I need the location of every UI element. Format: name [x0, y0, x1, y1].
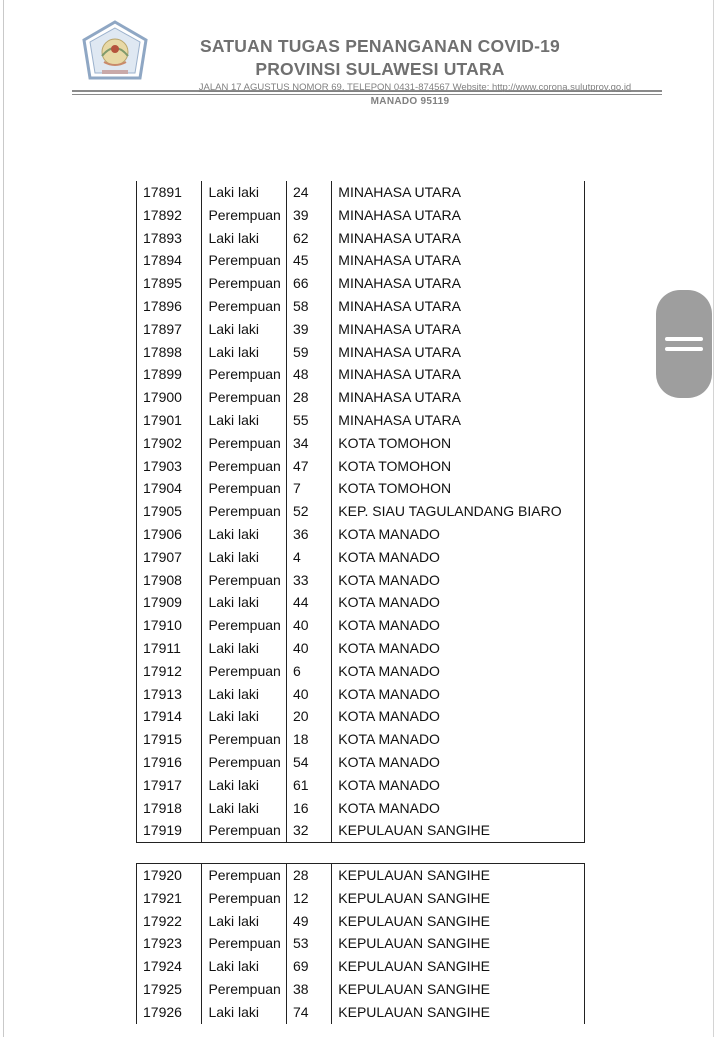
- age-cell: 7: [287, 477, 332, 500]
- table-row: [137, 978, 585, 1001]
- age-cell: 74: [287, 1001, 332, 1024]
- age-cell: 49: [287, 910, 332, 933]
- case-table-body: [137, 181, 585, 843]
- table-row: [137, 500, 585, 523]
- location-cell: KOTA MANADO: [332, 774, 585, 797]
- case-id-cell: 17891: [137, 181, 202, 204]
- table-row: [137, 637, 585, 660]
- gender-cell: Perempuan: [202, 819, 287, 842]
- gender-cell: Perempuan: [202, 455, 287, 478]
- case-id-cell: 17920: [137, 864, 202, 887]
- age-cell: 62: [287, 227, 332, 250]
- age-cell: 66: [287, 272, 332, 295]
- table-row: [137, 227, 585, 250]
- case-id-cell: 17905: [137, 500, 202, 523]
- case-id-cell: 17893: [137, 227, 202, 250]
- location-cell: MINAHASA UTARA: [332, 204, 585, 227]
- case-id-cell: 17910: [137, 614, 202, 637]
- table-row: [137, 864, 585, 887]
- table-row: [137, 569, 585, 592]
- gender-cell: Laki laki: [202, 774, 287, 797]
- drag-handle-icon: [665, 347, 703, 351]
- location-cell: KOTA MANADO: [332, 546, 585, 569]
- case-id-cell: 17923: [137, 932, 202, 955]
- gender-cell: Perempuan: [202, 569, 287, 592]
- gender-cell: Perempuan: [202, 295, 287, 318]
- case-id-cell: 17900: [137, 386, 202, 409]
- location-cell: KEPULAUAN SANGIHE: [332, 887, 585, 910]
- table-row: [137, 887, 585, 910]
- table-row: [137, 797, 585, 820]
- gender-cell: Perempuan: [202, 363, 287, 386]
- case-id-cell: 17897: [137, 318, 202, 341]
- table-row: [137, 683, 585, 706]
- case-id-cell: 17911: [137, 637, 202, 660]
- age-cell: 69: [287, 955, 332, 978]
- table-row: [137, 751, 585, 774]
- location-cell: MINAHASA UTARA: [332, 409, 585, 432]
- location-cell: KOTA TOMOHON: [332, 455, 585, 478]
- case-id-cell: 17908: [137, 569, 202, 592]
- organization-title: SATUAN TUGAS PENANGANAN COVID-19: [200, 36, 560, 56]
- table-row: [137, 363, 585, 386]
- location-cell: MINAHASA UTARA: [332, 386, 585, 409]
- gender-cell: Laki laki: [202, 591, 287, 614]
- table-row: [137, 181, 585, 204]
- case-id-cell: 17896: [137, 295, 202, 318]
- age-cell: 4: [287, 546, 332, 569]
- table-row: [137, 272, 585, 295]
- gender-cell: Perempuan: [202, 864, 287, 887]
- location-cell: MINAHASA UTARA: [332, 227, 585, 250]
- age-cell: 52: [287, 500, 332, 523]
- location-cell: MINAHASA UTARA: [332, 295, 585, 318]
- age-cell: 61: [287, 774, 332, 797]
- gender-cell: Laki laki: [202, 637, 287, 660]
- age-cell: 28: [287, 386, 332, 409]
- location-cell: KOTA MANADO: [332, 523, 585, 546]
- gender-cell: Perempuan: [202, 204, 287, 227]
- location-cell: KOTA MANADO: [332, 591, 585, 614]
- case-table-body: [137, 864, 585, 1024]
- gender-cell: Laki laki: [202, 1001, 287, 1024]
- location-cell: KEPULAUAN SANGIHE: [332, 910, 585, 933]
- location-cell: KOTA MANADO: [332, 728, 585, 751]
- header-divider-thin: [72, 94, 662, 95]
- gender-cell: Laki laki: [202, 227, 287, 250]
- age-cell: 34: [287, 432, 332, 455]
- location-cell: KOTA MANADO: [332, 705, 585, 728]
- age-cell: 59: [287, 341, 332, 364]
- city-postcode: MANADO 95119: [370, 96, 450, 107]
- gender-cell: Laki laki: [202, 181, 287, 204]
- gender-cell: Perempuan: [202, 932, 287, 955]
- gender-cell: Laki laki: [202, 523, 287, 546]
- table-row: [137, 523, 585, 546]
- age-cell: 6: [287, 660, 332, 683]
- age-cell: 55: [287, 409, 332, 432]
- age-cell: 45: [287, 249, 332, 272]
- age-cell: 39: [287, 318, 332, 341]
- location-cell: KOTA TOMOHON: [332, 477, 585, 500]
- case-id-cell: 17922: [137, 910, 202, 933]
- table-row: [137, 932, 585, 955]
- gender-cell: Laki laki: [202, 797, 287, 820]
- address-line: JALAN 17 AGUSTUS NOMOR 69, TELEPON 0431-874567 Website: http://www.corona.sulutprov.go.id: [198, 82, 632, 93]
- age-cell: 40: [287, 614, 332, 637]
- age-cell: 38: [287, 978, 332, 1001]
- location-cell: KOTA MANADO: [332, 797, 585, 820]
- location-cell: KEPULAUAN SANGIHE: [332, 932, 585, 955]
- age-cell: 16: [287, 797, 332, 820]
- case-id-cell: 17894: [137, 249, 202, 272]
- case-id-cell: 17909: [137, 591, 202, 614]
- location-cell: MINAHASA UTARA: [332, 272, 585, 295]
- location-cell: KOTA MANADO: [332, 751, 585, 774]
- location-cell: MINAHASA UTARA: [332, 249, 585, 272]
- location-cell: KOTA MANADO: [332, 660, 585, 683]
- gender-cell: Perempuan: [202, 477, 287, 500]
- gender-cell: Perempuan: [202, 432, 287, 455]
- location-cell: KEPULAUAN SANGIHE: [332, 864, 585, 887]
- gender-cell: Perempuan: [202, 978, 287, 1001]
- table-row: [137, 774, 585, 797]
- age-cell: 58: [287, 295, 332, 318]
- location-cell: MINAHASA UTARA: [332, 363, 585, 386]
- gender-cell: Perempuan: [202, 249, 287, 272]
- case-id-cell: 17914: [137, 705, 202, 728]
- case-id-cell: 17904: [137, 477, 202, 500]
- gender-cell: Laki laki: [202, 910, 287, 933]
- case-id-cell: 17895: [137, 272, 202, 295]
- case-id-cell: 17902: [137, 432, 202, 455]
- table-row: [137, 432, 585, 455]
- table-row: [137, 455, 585, 478]
- gender-cell: Perempuan: [202, 386, 287, 409]
- case-id-cell: 17919: [137, 819, 202, 842]
- age-cell: 20: [287, 705, 332, 728]
- age-cell: 53: [287, 932, 332, 955]
- case-id-cell: 17892: [137, 204, 202, 227]
- table-row: [137, 341, 585, 364]
- case-id-cell: 17912: [137, 660, 202, 683]
- age-cell: 40: [287, 637, 332, 660]
- table-row: [137, 955, 585, 978]
- age-cell: 28: [287, 864, 332, 887]
- table-row: [137, 386, 585, 409]
- age-cell: 39: [287, 204, 332, 227]
- age-cell: 54: [287, 751, 332, 774]
- gender-cell: Laki laki: [202, 955, 287, 978]
- gender-cell: Laki laki: [202, 705, 287, 728]
- table-row: [137, 910, 585, 933]
- table-row: [137, 318, 585, 341]
- age-cell: 12: [287, 887, 332, 910]
- age-cell: 33: [287, 569, 332, 592]
- table-row: [137, 705, 585, 728]
- location-cell: KOTA MANADO: [332, 637, 585, 660]
- location-cell: MINAHASA UTARA: [332, 318, 585, 341]
- gender-cell: Laki laki: [202, 341, 287, 364]
- scroll-handle[interactable]: [656, 290, 712, 398]
- table-row: [137, 249, 585, 272]
- age-cell: 47: [287, 455, 332, 478]
- drag-handle-icon: [665, 337, 703, 341]
- table-row: [137, 728, 585, 751]
- location-cell: KOTA TOMOHON: [332, 432, 585, 455]
- location-cell: MINAHASA UTARA: [332, 341, 585, 364]
- page-edge-left: [3, 0, 4, 1037]
- case-id-cell: 17901: [137, 409, 202, 432]
- case-id-cell: 17903: [137, 455, 202, 478]
- case-id-cell: 17921: [137, 887, 202, 910]
- table-row: [137, 204, 585, 227]
- case-id-cell: 17913: [137, 683, 202, 706]
- case-id-cell: 17899: [137, 363, 202, 386]
- gender-cell: Laki laki: [202, 546, 287, 569]
- case-table-bottom: [136, 863, 585, 1024]
- location-cell: KEPULAUAN SANGIHE: [332, 955, 585, 978]
- case-id-cell: 17926: [137, 1001, 202, 1024]
- location-cell: KOTA MANADO: [332, 683, 585, 706]
- location-cell: KEPULAUAN SANGIHE: [332, 819, 585, 842]
- gender-cell: Perempuan: [202, 660, 287, 683]
- age-cell: 18: [287, 728, 332, 751]
- age-cell: 32: [287, 819, 332, 842]
- case-id-cell: 17898: [137, 341, 202, 364]
- location-cell: MINAHASA UTARA: [332, 181, 585, 204]
- table-row: [137, 591, 585, 614]
- age-cell: 44: [287, 591, 332, 614]
- table-row: [137, 477, 585, 500]
- case-id-cell: 17916: [137, 751, 202, 774]
- location-cell: KOTA MANADO: [332, 569, 585, 592]
- gender-cell: Perempuan: [202, 500, 287, 523]
- gender-cell: Perempuan: [202, 751, 287, 774]
- age-cell: 40: [287, 683, 332, 706]
- gender-cell: Laki laki: [202, 683, 287, 706]
- gender-cell: Perempuan: [202, 728, 287, 751]
- letterhead: [0, 0, 720, 120]
- gender-cell: Perempuan: [202, 887, 287, 910]
- gender-cell: Perempuan: [202, 614, 287, 637]
- table-row: [137, 819, 585, 842]
- table-row: [137, 1001, 585, 1024]
- table-row: [137, 295, 585, 318]
- location-cell: KEP. SIAU TAGULANDANG BIARO: [332, 500, 585, 523]
- table-row: [137, 614, 585, 637]
- table-row: [137, 660, 585, 683]
- location-cell: KOTA MANADO: [332, 614, 585, 637]
- case-id-cell: 17918: [137, 797, 202, 820]
- province-emblem-logo: [80, 20, 150, 86]
- age-cell: 48: [287, 363, 332, 386]
- province-title: PROVINSI SULAWESI UTARA: [255, 59, 505, 79]
- case-id-cell: 17915: [137, 728, 202, 751]
- location-cell: KEPULAUAN SANGIHE: [332, 1001, 585, 1024]
- case-id-cell: 17924: [137, 955, 202, 978]
- gender-cell: Perempuan: [202, 272, 287, 295]
- age-cell: 36: [287, 523, 332, 546]
- case-id-cell: 17907: [137, 546, 202, 569]
- case-table-top: [136, 181, 585, 843]
- case-id-cell: 17917: [137, 774, 202, 797]
- table-row: [137, 409, 585, 432]
- age-cell: 24: [287, 181, 332, 204]
- case-id-cell: 17906: [137, 523, 202, 546]
- gender-cell: Laki laki: [202, 409, 287, 432]
- gender-cell: Laki laki: [202, 318, 287, 341]
- location-cell: KEPULAUAN SANGIHE: [332, 978, 585, 1001]
- case-id-cell: 17925: [137, 978, 202, 1001]
- page-edge-right: [713, 0, 714, 1037]
- table-row: [137, 546, 585, 569]
